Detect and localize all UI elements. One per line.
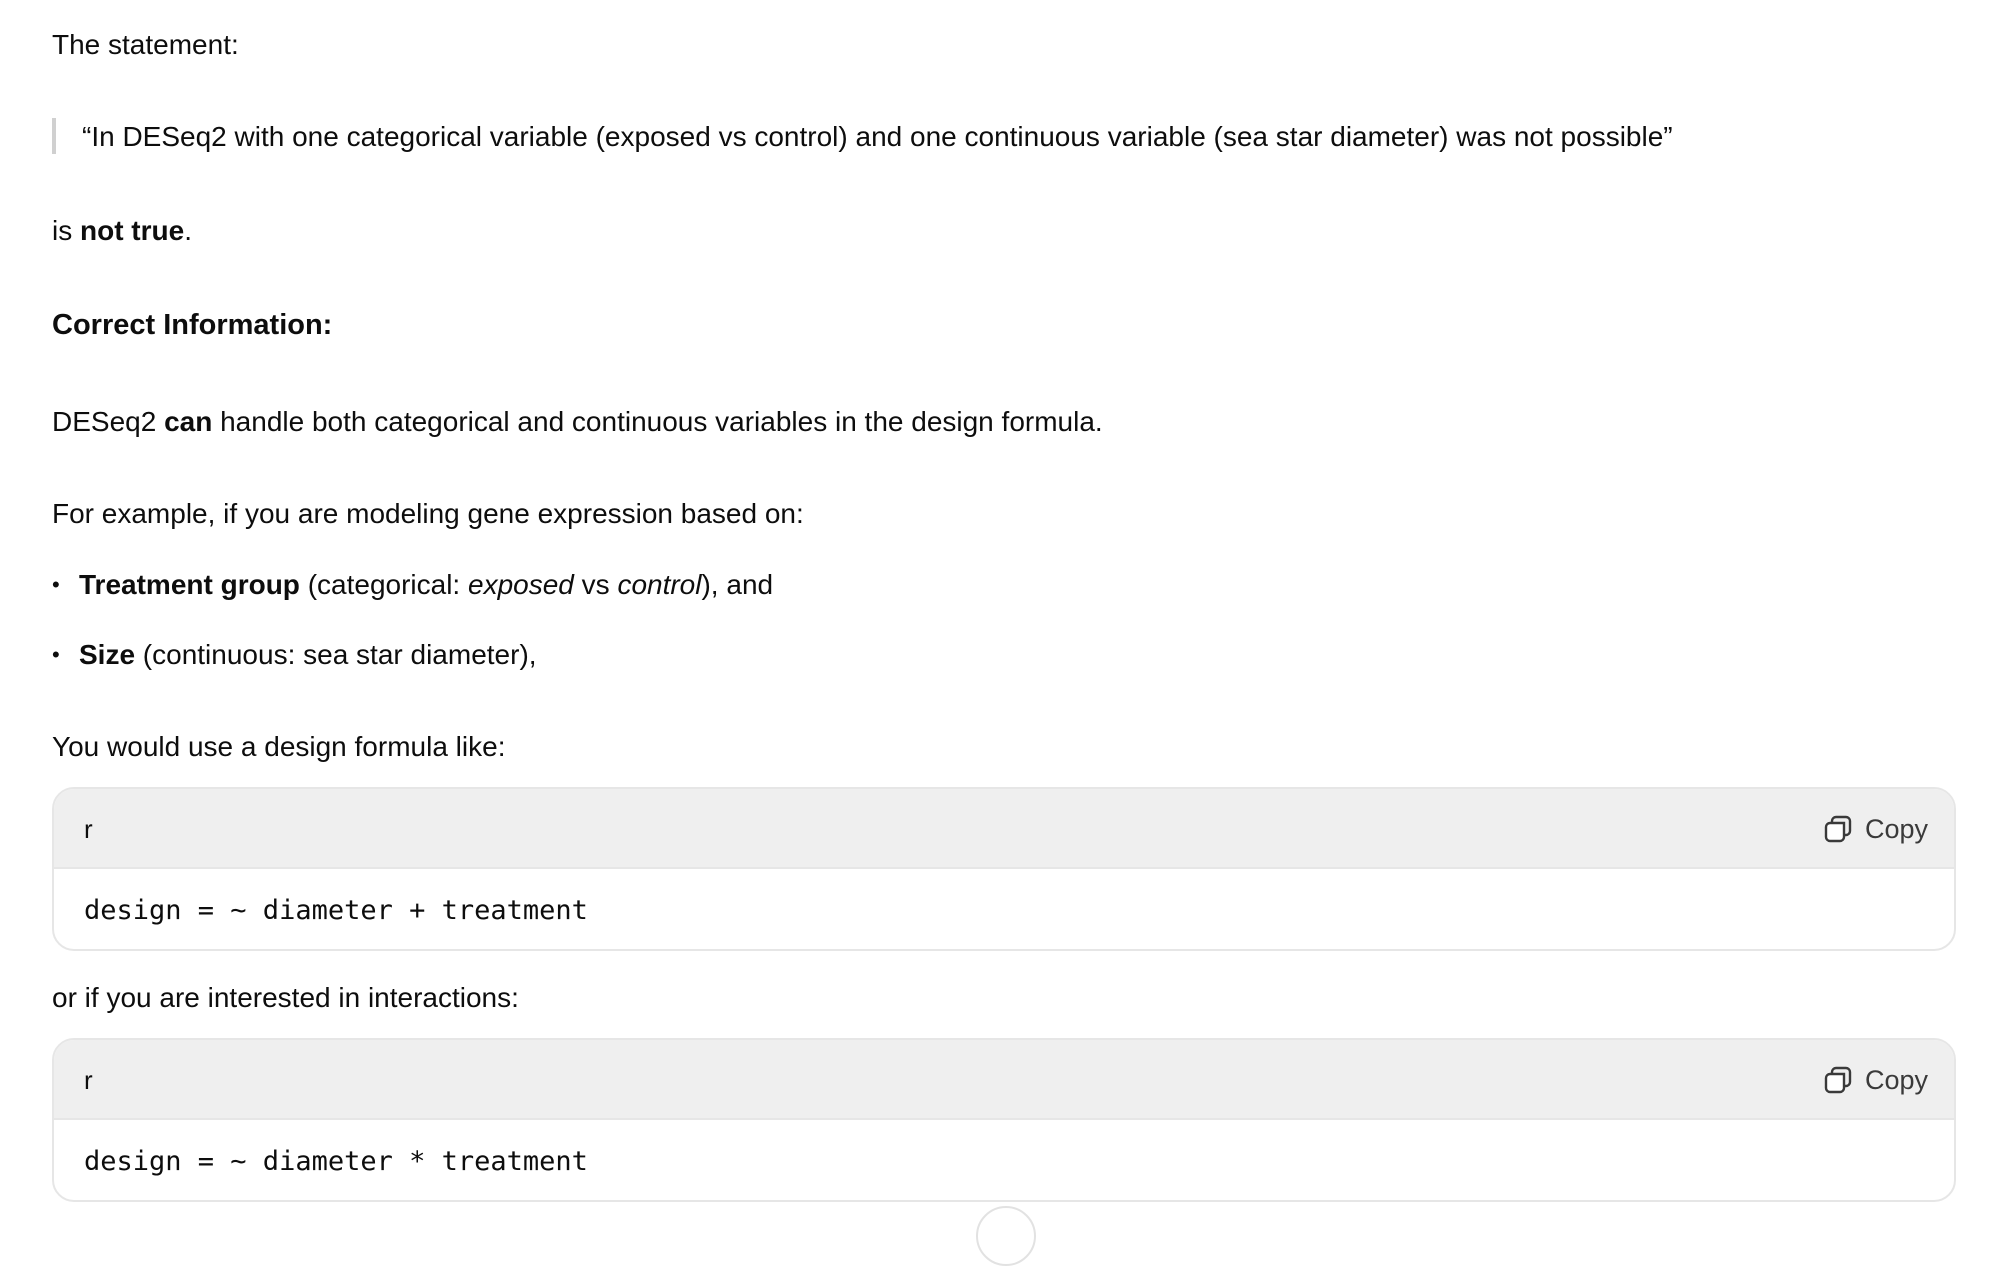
copy-icon (1823, 1065, 1853, 1095)
list-item-part: (continuous: sea star diameter), (135, 639, 537, 670)
paragraph-example: For example, if you are modeling gene expression based on: (52, 498, 804, 529)
list-item-part: ), and (701, 569, 774, 600)
para1-after: handle both categorical and continuous variables in the design formula. (212, 406, 1103, 437)
code-block-header (54, 789, 1954, 869)
scroll-to-bottom-button[interactable] (976, 1206, 1036, 1266)
code-content[interactable]: design = ~ diameter * treatment (84, 1146, 588, 1177)
copy-icon (1823, 814, 1853, 844)
list-item-italic: control (617, 569, 702, 600)
code-block (52, 1038, 1956, 1202)
paragraph-interactions: or if you are interested in interactions: (52, 982, 519, 1013)
verdict-prefix: is (52, 215, 80, 246)
list-item-part: (categorical: (299, 569, 468, 600)
blockquote-bar (52, 118, 56, 154)
list-item-text (79, 565, 773, 605)
list-item-text (79, 635, 537, 675)
list-item-bold: Size (79, 639, 136, 670)
code-block-header (54, 1040, 1954, 1120)
paragraph-deseq2-can (52, 402, 1103, 442)
bullet-dot: • (52, 642, 60, 667)
copy-label: Copy (1864, 1064, 1928, 1095)
para1-bold: can (164, 406, 213, 437)
bullet-dot: • (52, 572, 60, 597)
verdict-suffix: . (184, 215, 192, 246)
para1-before: DESeq2 (52, 406, 165, 437)
section-heading: Correct Information: (52, 309, 333, 341)
blockquote-text: “In DESeq2 with one categorical variable (exposed vs control) and one continuous variable (sea star diameter) was not possible” (82, 121, 1673, 152)
statement-label: The statement: (52, 29, 239, 60)
paragraph-design-formula: You would use a design formula like: (52, 731, 506, 762)
code-language-label: r (84, 1065, 93, 1095)
list-item-bold: Treatment group (79, 569, 300, 600)
list-item-italic: exposed (468, 569, 574, 600)
code-language-label: r (84, 814, 93, 844)
verdict-bold: not true (80, 215, 185, 246)
copy-button[interactable] (1823, 1058, 1928, 1102)
copy-label: Copy (1864, 813, 1928, 844)
verdict-line (52, 211, 192, 251)
code-block (52, 787, 1956, 951)
code-content[interactable]: design = ~ diameter + treatment (84, 895, 588, 926)
copy-button[interactable] (1823, 807, 1928, 851)
list-item-part: vs (573, 569, 618, 600)
